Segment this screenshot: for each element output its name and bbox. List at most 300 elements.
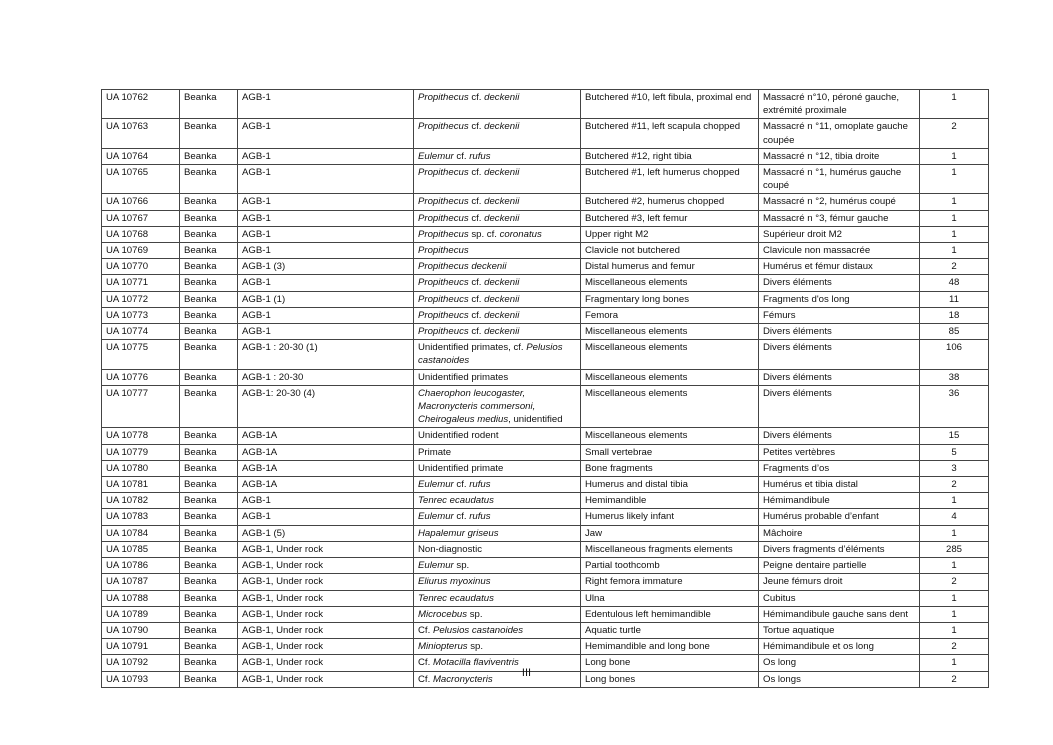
- catalog-number-cell: UA 10792: [102, 655, 180, 671]
- count-cell: 38: [920, 369, 989, 385]
- count-cell: 1: [920, 194, 989, 210]
- taxon-cell: [414, 275, 581, 291]
- taxon-cell: [414, 428, 581, 444]
- description-en-cell: Bone fragments: [581, 460, 759, 476]
- count-cell: 11: [920, 291, 989, 307]
- site-cell: Beanka: [180, 428, 238, 444]
- count-cell: 1: [920, 493, 989, 509]
- table-row: [102, 259, 989, 275]
- taxon-italic-part: Macronycteris: [432, 673, 493, 685]
- description-fr-cell: Petites vertèbres: [759, 444, 920, 460]
- taxon-plain-part: Cf.: [418, 624, 433, 636]
- taxon-plain-part: sp. cf.: [468, 228, 500, 240]
- unit-cell: AGB-1, Under rock: [238, 541, 414, 557]
- description-fr-cell: Hémimandibule et os long: [759, 639, 920, 655]
- count-cell: 106: [920, 340, 989, 369]
- description-fr-cell: Fragments d'os long: [759, 291, 920, 307]
- unit-cell: AGB-1A: [238, 460, 414, 476]
- site-cell: Beanka: [180, 148, 238, 164]
- taxon-plain-part: sp.: [467, 608, 483, 620]
- unit-cell: AGB-1 (5): [238, 525, 414, 541]
- unit-cell: AGB-1, Under rock: [238, 590, 414, 606]
- description-fr-cell: Jeune fémurs droit: [759, 574, 920, 590]
- taxon-italic-part: deckenii: [484, 196, 520, 208]
- description-en-cell: Hemimandible and long bone: [581, 639, 759, 655]
- taxon-italic-part: deckenii: [484, 326, 520, 338]
- table-row: [102, 590, 989, 606]
- taxon-italic-part: Eulemur: [418, 511, 454, 523]
- table-row: [102, 369, 989, 385]
- taxon-plain-part: cf.: [468, 309, 485, 321]
- taxon-cell: [414, 369, 581, 385]
- site-cell: Beanka: [180, 259, 238, 275]
- catalog-number-cell: UA 10766: [102, 194, 180, 210]
- unit-cell: AGB-1, Under rock: [238, 671, 414, 687]
- taxon-plain-part: cf.: [468, 121, 485, 133]
- catalog-number-cell: UA 10769: [102, 243, 180, 259]
- taxon-cell: [414, 119, 581, 148]
- description-fr-cell: Divers éléments: [759, 340, 920, 369]
- unit-cell: AGB-1, Under rock: [238, 558, 414, 574]
- description-en-cell: Butchered #2, humerus chopped: [581, 194, 759, 210]
- taxon-plain-part: , unidentified: [508, 414, 563, 426]
- taxon-plain-part: Primate: [418, 446, 452, 458]
- description-en-cell: Fragmentary long bones: [581, 291, 759, 307]
- site-cell: Beanka: [180, 493, 238, 509]
- table-row: [102, 574, 989, 590]
- taxon-plain-part: sp.: [453, 560, 470, 572]
- taxon-cell: [414, 493, 581, 509]
- table-row: [102, 606, 989, 622]
- count-cell: 285: [920, 541, 989, 557]
- count-cell: 2: [920, 259, 989, 275]
- taxon-italic-part: Tenrec ecaudatus: [418, 495, 494, 507]
- description-en-cell: Femora: [581, 307, 759, 323]
- taxon-plain-part: Unidentified primates, cf.: [418, 342, 527, 354]
- table-row: [102, 428, 989, 444]
- description-en-cell: Small vertebrae: [581, 444, 759, 460]
- description-fr-cell: Massacré n°10, péroné gauche, extrémité proximale: [759, 90, 920, 119]
- description-en-cell: Miscellaneous elements: [581, 369, 759, 385]
- taxon-italic-part: Tenrec ecaudatus: [418, 592, 494, 604]
- count-cell: 2: [920, 639, 989, 655]
- taxon-cell: [414, 541, 581, 557]
- table-row: [102, 525, 989, 541]
- table-row: [102, 444, 989, 460]
- description-en-cell: Hemimandible: [581, 493, 759, 509]
- unit-cell: AGB-1: [238, 119, 414, 148]
- description-fr-cell: Divers éléments: [759, 275, 920, 291]
- taxon-italic-part: deckenii: [484, 212, 520, 224]
- table-row: [102, 90, 989, 119]
- count-cell: 2: [920, 574, 989, 590]
- description-fr-cell: Massacré n °1, humérus gauche coupé: [759, 165, 920, 194]
- taxon-italic-part: Propithecus: [418, 245, 469, 257]
- taxon-plain-part: cf.: [453, 511, 470, 523]
- taxon-cell: [414, 165, 581, 194]
- taxon-italic-part: rufus: [469, 511, 491, 523]
- site-cell: Beanka: [180, 369, 238, 385]
- taxon-italic-part: Pelusios castanoides: [418, 342, 563, 367]
- catalog-number-cell: UA 10786: [102, 558, 180, 574]
- catalog-number-cell: UA 10781: [102, 477, 180, 493]
- description-fr-cell: Divers éléments: [759, 428, 920, 444]
- taxon-italic-part: Propithecus: [418, 212, 469, 224]
- catalog-number-cell: UA 10783: [102, 509, 180, 525]
- description-en-cell: Butchered #12, right tibia: [581, 148, 759, 164]
- count-cell: 85: [920, 324, 989, 340]
- description-fr-cell: Divers éléments: [759, 385, 920, 428]
- taxon-italic-part: Eulemur: [418, 150, 454, 162]
- description-en-cell: Miscellaneous fragments elements: [581, 541, 759, 557]
- description-fr-cell: Humérus et tibia distal: [759, 477, 920, 493]
- unit-cell: AGB-1A: [238, 477, 414, 493]
- count-cell: 2: [920, 477, 989, 493]
- description-fr-cell: Divers éléments: [759, 369, 920, 385]
- catalog-number-cell: UA 10771: [102, 275, 180, 291]
- page-number: III: [521, 667, 532, 679]
- catalog-number-cell: UA 10787: [102, 574, 180, 590]
- taxon-cell: [414, 590, 581, 606]
- unit-cell: AGB-1: [238, 509, 414, 525]
- count-cell: 1: [920, 243, 989, 259]
- unit-cell: AGB-1 (1): [238, 291, 414, 307]
- taxon-italic-part: Propithecus: [418, 121, 469, 133]
- description-fr-cell: Fémurs: [759, 307, 920, 323]
- catalog-number-cell: UA 10784: [102, 525, 180, 541]
- taxon-italic-part: Microcebus: [418, 608, 468, 620]
- description-en-cell: Clavicle not butchered: [581, 243, 759, 259]
- table-row: [102, 307, 989, 323]
- site-cell: Beanka: [180, 509, 238, 525]
- catalog-number-cell: UA 10772: [102, 291, 180, 307]
- unit-cell: AGB-1 (3): [238, 259, 414, 275]
- count-cell: 5: [920, 444, 989, 460]
- site-cell: Beanka: [180, 385, 238, 428]
- description-en-cell: Long bone: [581, 655, 759, 671]
- taxon-cell: [414, 194, 581, 210]
- taxon-cell: [414, 574, 581, 590]
- taxon-cell: [414, 90, 581, 119]
- table-row: [102, 291, 989, 307]
- taxon-italic-part: Eliurus myoxinus: [418, 576, 491, 588]
- table-body: [102, 90, 989, 688]
- catalog-number-cell: UA 10782: [102, 493, 180, 509]
- site-cell: Beanka: [180, 210, 238, 226]
- taxon-cell: [414, 606, 581, 622]
- catalog-number-cell: UA 10791: [102, 639, 180, 655]
- count-cell: 1: [920, 558, 989, 574]
- site-cell: Beanka: [180, 460, 238, 476]
- description-fr-cell: Os long: [759, 655, 920, 671]
- taxon-cell: [414, 291, 581, 307]
- unit-cell: AGB-1: [238, 90, 414, 119]
- table-row: [102, 385, 989, 428]
- unit-cell: AGB-1: [238, 493, 414, 509]
- site-cell: Beanka: [180, 444, 238, 460]
- count-cell: 18: [920, 307, 989, 323]
- description-en-cell: Partial toothcomb: [581, 558, 759, 574]
- count-cell: 1: [920, 622, 989, 638]
- table-row: [102, 119, 989, 148]
- description-en-cell: Butchered #11, left scapula chopped: [581, 119, 759, 148]
- description-en-cell: Miscellaneous elements: [581, 340, 759, 369]
- description-fr-cell: Clavicule non massacrée: [759, 243, 920, 259]
- taxon-plain-part: cf.: [468, 277, 485, 289]
- taxon-cell: [414, 509, 581, 525]
- taxon-cell: [414, 340, 581, 369]
- taxon-plain-part: Unidentified rodent: [418, 430, 499, 442]
- site-cell: Beanka: [180, 243, 238, 259]
- unit-cell: AGB-1, Under rock: [238, 606, 414, 622]
- description-fr-cell: Humérus et fémur distaux: [759, 259, 920, 275]
- site-cell: Beanka: [180, 622, 238, 638]
- unit-cell: AGB-1: [238, 226, 414, 242]
- taxon-plain-part: cf.: [468, 196, 485, 208]
- count-cell: 48: [920, 275, 989, 291]
- description-en-cell: Miscellaneous elements: [581, 385, 759, 428]
- description-fr-cell: Os longs: [759, 671, 920, 687]
- unit-cell: AGB-1: [238, 307, 414, 323]
- description-en-cell: Jaw: [581, 525, 759, 541]
- taxon-cell: [414, 148, 581, 164]
- table-row: [102, 165, 989, 194]
- count-cell: 1: [920, 210, 989, 226]
- table-row: [102, 275, 989, 291]
- table-row: [102, 324, 989, 340]
- unit-cell: AGB-1: 20-30 (4): [238, 385, 414, 428]
- taxon-italic-part: deckenii: [484, 309, 520, 321]
- description-fr-cell: Divers fragments d’éléments: [759, 541, 920, 557]
- taxon-italic-part: deckenii: [484, 167, 520, 179]
- unit-cell: AGB-1A: [238, 428, 414, 444]
- description-en-cell: Butchered #1, left humerus chopped: [581, 165, 759, 194]
- description-en-cell: Butchered #10, left fibula, proximal end: [581, 90, 759, 119]
- count-cell: 36: [920, 385, 989, 428]
- table-row: [102, 639, 989, 655]
- description-fr-cell: Divers éléments: [759, 324, 920, 340]
- site-cell: Beanka: [180, 639, 238, 655]
- table-row: [102, 509, 989, 525]
- site-cell: Beanka: [180, 90, 238, 119]
- description-fr-cell: Hémimandibule: [759, 493, 920, 509]
- description-fr-cell: Peigne dentaire partielle: [759, 558, 920, 574]
- taxon-cell: [414, 324, 581, 340]
- site-cell: Beanka: [180, 525, 238, 541]
- description-fr-cell: Humérus probable d’enfant: [759, 509, 920, 525]
- count-cell: 1: [920, 606, 989, 622]
- catalog-number-cell: UA 10763: [102, 119, 180, 148]
- site-cell: Beanka: [180, 477, 238, 493]
- taxon-italic-part: Propitheucs: [418, 293, 469, 305]
- unit-cell: AGB-1: [238, 165, 414, 194]
- table-row: [102, 210, 989, 226]
- taxon-cell: [414, 226, 581, 242]
- site-cell: Beanka: [180, 671, 238, 687]
- unit-cell: AGB-1A: [238, 444, 414, 460]
- site-cell: Beanka: [180, 194, 238, 210]
- description-fr-cell: Hémimandibule gauche sans dent: [759, 606, 920, 622]
- site-cell: Beanka: [180, 307, 238, 323]
- taxon-plain-part: cf.: [453, 150, 470, 162]
- taxon-plain-part: cf.: [468, 212, 485, 224]
- catalog-number-cell: UA 10767: [102, 210, 180, 226]
- taxon-italic-part: rufus: [469, 150, 491, 162]
- catalog-number-cell: UA 10788: [102, 590, 180, 606]
- site-cell: Beanka: [180, 324, 238, 340]
- catalog-number-cell: UA 10776: [102, 369, 180, 385]
- taxon-plain-part: cf.: [468, 326, 485, 338]
- taxon-cell: [414, 525, 581, 541]
- taxon-italic-part: Eulemur: [418, 479, 454, 491]
- site-cell: Beanka: [180, 655, 238, 671]
- site-cell: Beanka: [180, 119, 238, 148]
- catalog-number-cell: UA 10780: [102, 460, 180, 476]
- taxon-plain-part: cf.: [468, 293, 485, 305]
- count-cell: 1: [920, 590, 989, 606]
- table-row: [102, 558, 989, 574]
- table-row: [102, 477, 989, 493]
- description-en-cell: Ulna: [581, 590, 759, 606]
- description-fr-cell: Mâchoire: [759, 525, 920, 541]
- catalog-number-cell: UA 10778: [102, 428, 180, 444]
- description-en-cell: Humerus likely infant: [581, 509, 759, 525]
- description-fr-cell: Massacré n °2, humérus coupé: [759, 194, 920, 210]
- taxon-italic-part: Pelusios castanoides: [432, 624, 524, 636]
- site-cell: Beanka: [180, 541, 238, 557]
- taxon-italic-part: Propitheucs: [418, 277, 469, 289]
- taxon-plain-part: Non-diagnostic: [418, 543, 482, 555]
- taxon-italic-part: coronatus: [499, 228, 542, 240]
- catalog-number-cell: UA 10790: [102, 622, 180, 638]
- taxon-italic-part: Motacilla flaviventris: [432, 657, 519, 669]
- catalog-number-cell: UA 10768: [102, 226, 180, 242]
- catalog-number-cell: UA 10770: [102, 259, 180, 275]
- site-cell: Beanka: [180, 590, 238, 606]
- site-cell: Beanka: [180, 558, 238, 574]
- taxon-italic-part: Propithecus: [418, 167, 469, 179]
- taxon-italic-part: Propithecus: [418, 92, 469, 103]
- taxon-italic-part: deckenii: [484, 293, 520, 305]
- count-cell: 4: [920, 509, 989, 525]
- taxon-italic-part: Miniopterus: [418, 641, 468, 653]
- taxon-italic-part: deckenii: [484, 121, 520, 133]
- description-en-cell: Upper right M2: [581, 226, 759, 242]
- catalog-number-cell: UA 10785: [102, 541, 180, 557]
- catalog-number-cell: UA 10774: [102, 324, 180, 340]
- catalog-number-cell: UA 10789: [102, 606, 180, 622]
- taxon-italic-part: rufus: [469, 479, 491, 491]
- description-fr-cell: Massacré n °3, fémur gauche: [759, 210, 920, 226]
- taxon-cell: [414, 477, 581, 493]
- taxon-plain-part: Cf.: [418, 673, 433, 685]
- catalog-number-cell: UA 10775: [102, 340, 180, 369]
- unit-cell: AGB-1: [238, 324, 414, 340]
- taxon-italic-part: Propitheucs: [418, 326, 469, 338]
- unit-cell: AGB-1 : 20-30 (1): [238, 340, 414, 369]
- taxon-cell: [414, 558, 581, 574]
- specimen-catalog-table: [101, 89, 989, 688]
- unit-cell: AGB-1, Under rock: [238, 622, 414, 638]
- taxon-cell: [414, 243, 581, 259]
- taxon-italic-part: Hapalemur griseus: [418, 527, 499, 539]
- taxon-cell: [414, 210, 581, 226]
- table-row: [102, 541, 989, 557]
- unit-cell: AGB-1, Under rock: [238, 655, 414, 671]
- count-cell: 1: [920, 90, 989, 119]
- taxon-italic-part: Propitheucs: [418, 309, 469, 321]
- table-row: [102, 243, 989, 259]
- taxon-italic-part: Propithecus: [418, 228, 469, 240]
- table-row: [102, 460, 989, 476]
- taxon-italic-part: deckenii: [484, 92, 520, 103]
- table-row: [102, 148, 989, 164]
- unit-cell: AGB-1: [238, 148, 414, 164]
- unit-cell: AGB-1: [238, 275, 414, 291]
- description-en-cell: Distal humerus and femur: [581, 259, 759, 275]
- taxon-italic-part: Chaerophon leucogaster, Macronycteris commersoni, Cheirogaleus medius: [418, 387, 536, 426]
- taxon-plain-part: Cf.: [418, 657, 433, 669]
- unit-cell: AGB-1 : 20-30: [238, 369, 414, 385]
- site-cell: Beanka: [180, 340, 238, 369]
- taxon-cell: [414, 259, 581, 275]
- count-cell: 2: [920, 119, 989, 148]
- table-row: [102, 622, 989, 638]
- count-cell: 15: [920, 428, 989, 444]
- description-en-cell: Miscellaneous elements: [581, 275, 759, 291]
- catalog-number-cell: UA 10765: [102, 165, 180, 194]
- table-row: [102, 340, 989, 369]
- description-en-cell: Miscellaneous elements: [581, 428, 759, 444]
- taxon-italic-part: Propithecus: [418, 196, 469, 208]
- count-cell: 1: [920, 226, 989, 242]
- catalog-number-cell: UA 10779: [102, 444, 180, 460]
- taxon-plain-part: cf.: [453, 479, 470, 491]
- taxon-plain-part: cf.: [468, 92, 485, 103]
- description-en-cell: Edentulous left hemimandible: [581, 606, 759, 622]
- taxon-cell: [414, 385, 581, 428]
- taxon-plain-part: Unidentified primate: [418, 462, 504, 474]
- unit-cell: AGB-1, Under rock: [238, 639, 414, 655]
- count-cell: 1: [920, 165, 989, 194]
- taxon-cell: [414, 444, 581, 460]
- description-fr-cell: Tortue aquatique: [759, 622, 920, 638]
- description-fr-cell: Massacré n °11, omoplate gauche coupée: [759, 119, 920, 148]
- description-fr-cell: Cubitus: [759, 590, 920, 606]
- table-row: [102, 493, 989, 509]
- taxon-cell: [414, 307, 581, 323]
- count-cell: 1: [920, 525, 989, 541]
- description-fr-cell: Supérieur droit M2: [759, 226, 920, 242]
- taxon-italic-part: Propithecus deckenii: [418, 261, 507, 273]
- count-cell: 1: [920, 655, 989, 671]
- taxon-plain-part: sp.: [467, 641, 484, 653]
- table-row: [102, 194, 989, 210]
- taxon-cell: [414, 460, 581, 476]
- taxon-plain-part: Unidentified primates: [418, 371, 509, 383]
- taxon-cell: [414, 639, 581, 655]
- catalog-number-cell: UA 10773: [102, 307, 180, 323]
- description-fr-cell: Massacré n °12, tibia droite: [759, 148, 920, 164]
- description-fr-cell: Fragments d’os: [759, 460, 920, 476]
- site-cell: Beanka: [180, 574, 238, 590]
- taxon-plain-part: cf.: [468, 167, 485, 179]
- site-cell: Beanka: [180, 606, 238, 622]
- unit-cell: AGB-1: [238, 243, 414, 259]
- catalog-number-cell: UA 10793: [102, 671, 180, 687]
- taxon-italic-part: Eulemur: [418, 560, 454, 572]
- site-cell: Beanka: [180, 165, 238, 194]
